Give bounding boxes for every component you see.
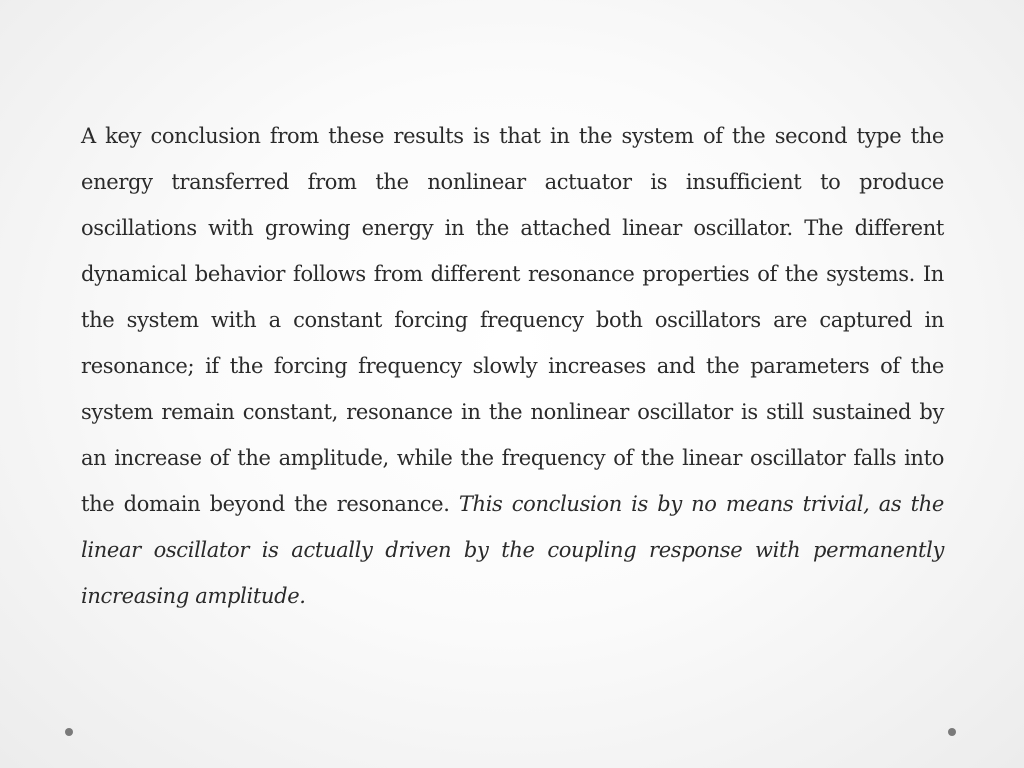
decorative-dot-right	[948, 728, 956, 736]
paragraph-regular-text: A key conclusion from these results is that in the system of the second type the energy transferred from the nonlinear actuator is insufficient to produce oscillations with growing energy in the attached linear oscillator. The different dynamical behavior follows from different resonance properties of the systems. In the system with a constant forcing frequency both oscillators are captured in resonance; if the forcing frequency slowly increases and the parameters of the system remain constant, resonance in the nonlinear oscillator is still sustained by an increase of the amplitude, while the frequency of the linear oscillator falls into the domain beyond the resonance.	[81, 124, 944, 516]
paragraph-italic-text: This conclusion is by no means trivial, as the linear oscillator is actually driven by the coupling response with permanently increasing amplitude.	[81, 492, 944, 608]
decorative-dot-left	[65, 728, 73, 736]
body-paragraph	[81, 113, 944, 619]
